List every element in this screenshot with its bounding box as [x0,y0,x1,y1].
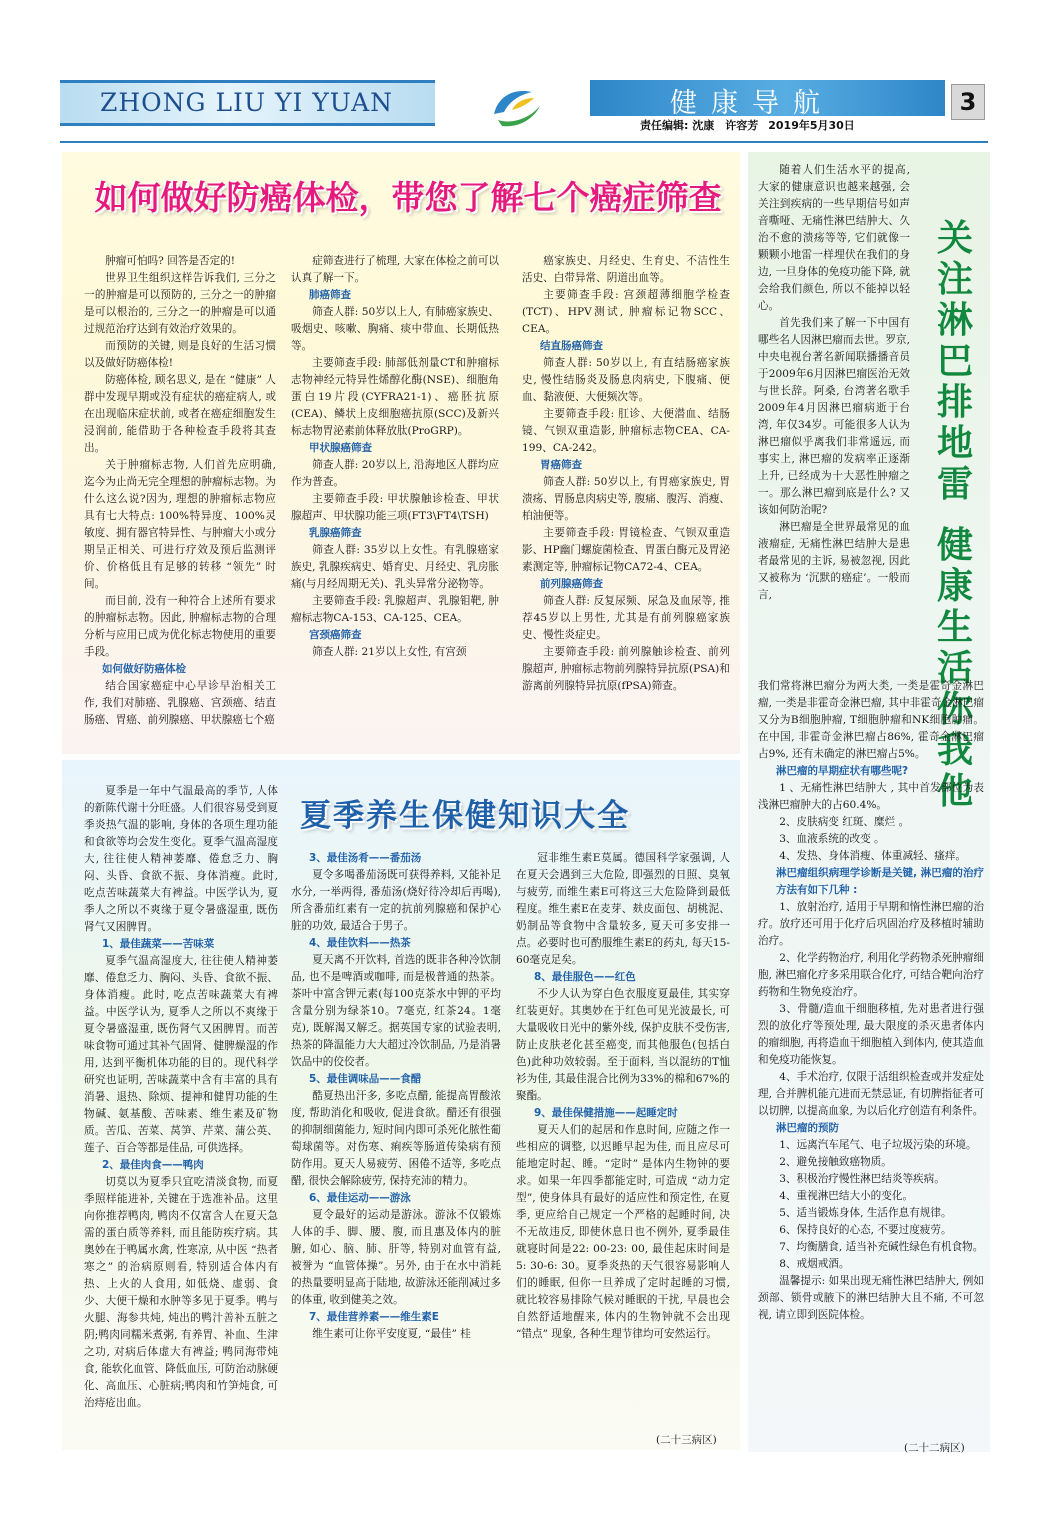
paragraph: 筛查人群: 反复尿频、尿急及血尿等, 推荐45岁以上男性, 尤其是有前列腺癌家族史、慢性炎症史。 [522,595,730,641]
article2-column-3 [516,850,730,1343]
paragraph: 我们常将淋巴瘤分为两大类, 一类是霍奇金淋巴瘤, 一类是非霍奇金淋巴瘤, 其中非霍奇金淋巴瘤又分为B细胞肿瘤, T细胞肿瘤和NK细胞肿瘤。在中国, 非霍奇金淋巴瘤占86%, 霍奇金淋巴瘤占9%, 还有未确定的淋巴瘤占5%。 [758,680,984,760]
paragraph: 3、血液系统的改变 。 [779,833,885,845]
subheading: 淋巴瘤的预防 [776,1122,839,1134]
article2-signature: (二十三病区) [656,1434,717,1446]
paragraph: 温馨提示: 如果出现无痛性淋巴结肿大, 例如颈部、锁骨或腋下的淋巴结肿大且不痛, 不可忽视, 请立即到医院体检。 [758,1275,984,1321]
article3-narrow-column [758,162,910,604]
paragraph: 而预防的关键, 则是良好的生活习惯以及做好防癌体检! [84,340,276,369]
paragraph: 首先我们来了解一下中国有哪些名人因淋巴瘤而去世。罗京,中央电视台著名新闻联播播音员于2009年6月因淋巴瘤医治无效与世长辞。阿桑, 台湾著名歌手2009年4月因淋巴瘤病逝于台湾, 年仅34岁。可能很多人认为淋巴瘤似乎离我们非常遥远, 而事实上, 淋巴瘤的发病率正逐渐上升, 已经成为十大恶性肿瘤之一。那么淋巴瘤到底是什么? 又该如何防治呢? [758,317,910,516]
article1-column-2 [291,253,499,661]
paragraph: 主要筛查手段: 乳腺超声、乳腺钼靶, 肿瘤标志物CA-153、CA-125、CEA。 [291,595,499,624]
paragraph: 关于肿瘤标志物, 人们首先应明确, 迄今为止尚无完全理想的肿瘤标志物。为什么这么说?因为, 理想的肿瘤标志物应具有七大特点: 100%特异度、100%灵敏度、拥有器官特异性、与肿瘤大小或分期呈正相关、可进行疗效及预后监测评价、价格低且有足够的转移 “领先” 时间。 [84,459,276,590]
masthead-band-right [590,80,945,119]
paragraph: 4、重视淋巴结大小的变化。 [779,1190,914,1202]
paragraph: 随着人们生活水平的提高, 大家的健康意识也越来越强, 会关注到疾病的一些早期信号如声音嘶哑、无痛性淋巴结肿大、久治不愈的溃疡等等, 它们就像一颗颗小地雷一样埋伏在我们的身边, 一旦身体的免疫功能下降, 就会给我们颜色, 所以不能掉以轻心。 [758,164,910,312]
paragraph: 夏季气温高湿度大, 往往使人精神萎靡、倦怠乏力、胸闷、头昏、食欲不振、身体消瘦。此时, 吃点苦味蔬菜大有裨益。中医学认为, 夏季人之所以不爽缘于夏令暑盛湿重, 既伤肾气又困脾胃。而苦味食物可通过其补气固肾、健脾燥湿的作用, 达到平衡机体功能的目的。现代科学研究也证明, 苦味蔬菜中含有丰富的具有消暑、退热、除烦、提神和健胃功能的生物碱、氨基酸、苦味素、维生素及矿物质。苦瓜、苦菜、莴笋、芹菜、蒲公英、莲子、百合等都是佳品, 可供选择。 [84,955,278,1154]
paragraph: 主要筛查手段: 肛诊、大便潜血、结肠镜、气钡双重造影, 肿瘤标志物CEA、CA-199、CA-242。 [522,408,730,454]
article3-title-line2: 健康生活你我他 [936,525,973,812]
paragraph: 筛查人群: 50岁以上, 有胃癌家族史, 胃溃疡、胃肠息肉病史等, 腹痛、腹泻、消瘦、柏油便等。 [522,476,731,522]
paragraph: 症筛查进行了梳理, 大家在体检之前可以认真了解一下。 [291,255,500,284]
subheading: 淋巴瘤组织病理学诊断是关键, 淋巴瘤的治疗方法有如下几种 : [776,867,984,896]
article3-title-line1: 关注淋巴排地雷 [936,218,973,505]
subheading: 肺癌筛查 [309,289,351,301]
paragraph: 夏季是一年中气温最高的季节, 人体的新陈代谢十分旺盛。人们很容易受到夏季炎热气温的影响, 身体的各项生理功能和食欲等均会发生变化。夏季气温高湿度大, 往往使人精神萎靡、倦怠乏力、胸闷、头昏、食欲不振、身体消瘦。此时, 吃点苦味蔬菜大有裨益。中医学认为, 夏季人之所以不爽缘于夏令暑盛湿重, 既伤肾气又困脾胃。 [84,785,278,933]
paragraph: 筛查人群: 21岁以上女性, 有宫颈 [312,646,467,658]
paragraph: 夏令多喝番茄汤既可获得养料, 又能补足水分, 一举两得, 番茄汤(烧好待冷却后再喝), 所含番茄红素有一定的抗前列腺癌和保护心脏的功效, 最适合于男子。 [291,869,501,932]
subheading: 8、最佳服色——红色 [534,971,636,983]
paragraph: 酷夏热出汗多, 多吃点醋, 能提高胃酸浓度, 帮助消化和吸收, 促进食欲。醋还有很强的抑制细菌能力, 短时间内即可杀死化脓性葡萄球菌等。对伤寒、痢疾等肠道传染病有预防作用。夏天人易疲劳、困倦不适等, 多吃点醋, 很快会解除疲劳, 保持充沛的精力。 [291,1090,501,1187]
issue-date: 2019年5月30日 [768,119,855,132]
paragraph: 6、保持良好的心态, 不要过度疲劳。 [779,1224,952,1236]
paragraph: 癌家族史、月经史、生育史、不洁性生活史、白带异常、阴道出血等。 [522,255,730,284]
paragraph: 2、化学药物治疗, 利用化学药物杀死肿瘤细胞, 淋巴瘤化疗多采用联合化疗, 可结合靶向治疗药物和生物免疫治疗。 [758,952,984,998]
paragraph: 4、手术治疗, 仅限于活组织检查或并发症处理, 合并脾机能亢进而无禁忌证, 有切脾指征者可以切脾, 以提高血象, 为以后化疗创造有利条件。 [758,1071,984,1117]
header-rule [60,141,988,143]
paragraph: 筛查人群: 50岁以上, 有直结肠癌家族史, 慢性结肠炎及肠息肉病史, 下腹痛、便血、黏液便、大便频次等。 [522,357,730,403]
paragraph: 冠非维生素E莫属。德国科学家强调, 人在夏天会遇到三大危险, 即强烈的日照、臭氧与疲劳, 而维生素E可将这三大危险降到最低程度。维生素E在麦芽、麸皮面包、胡桃泥、奶制品等食物中含量较多, 夏天可多安排一点。必要时也可酌服维生素E的药丸, 每天15-60毫克足矣。 [516,852,730,966]
subheading: 宫颈癌筛查 [309,629,362,641]
subheading: 甲状腺癌筛查 [309,442,372,454]
article1-column-1 [84,253,276,729]
subheading: 5、最佳调味品——食醋 [309,1073,422,1085]
paragraph: 防癌体检, 顾名思义, 是在 “健康” 人群中发现早期或没有症状的癌症病人, 或在出现临床症状前, 或者在癌症细胞发生浸润前, 能借助于各种检查手段将其查出。 [84,374,276,454]
subheading: 1、最佳蔬菜——苦味菜 [102,938,215,950]
paragraph: 主要筛查手段: 肺部低剂量CT和肿瘤标志物神经元特异性烯醇化酶(NSE)、细胞角蛋白19片段(CYFRA21-1)、癌胚抗原(CEA)、鳞状上皮细胞癌抗原(SCC)及新兴标志物胃泌素前体释放肽(ProGRP)。 [291,357,499,437]
paragraph: 夏天离不开饮料, 首选的既非各种冷饮制品, 也不是啤酒或咖啡, 而是极普通的热茶。茶叶中富含钾元素(每100克茶水中钾的平均含量分别为绿茶10。7毫克, 红茶24。1毫克), 既解渴又解乏。据英国专家的试验表明, 热茶的降温能力大大超过冷饮制品, 乃是消暑饮品中的佼佼者。 [291,954,501,1068]
subheading: 2、最佳肉食——鸭肉 [102,1159,204,1171]
subheading: 胃癌筛查 [540,459,582,471]
article3-signature: (二十二病区) [904,1442,965,1454]
paragraph: 主要筛查手段: 前列腺触诊检查、前列腺超声, 肿瘤标志物前列腺特异抗原(PSA)和游离前列腺特异抗原(fPSA)筛查。 [522,646,730,692]
subheading: 4、最佳饮料——热茶 [309,937,411,949]
paragraph: 肿瘤可怕吗? 回答是否定的! [105,255,236,267]
subheading: 如何做好防癌体检 [102,663,186,675]
hospital-logo-icon [488,84,546,130]
paragraph: 1、远离汽车尾气、电子垃圾污染的环境。 [779,1139,977,1151]
editor-line [640,117,865,133]
paragraph: 切莫以为夏季只宜吃清淡食物, 而夏季照样能进补, 关键在于选准补品。这里向你推荐鸭肉, 鸭肉不仅富含人在夏天急需的蛋白质等养料, 而且能防疾疗病。其奥妙在于鸭属水禽, 性寒凉, 从中医 “热者寒之” 的治病原则看, 特别适合体内有热、上火的人食用, 如低烧、虚弱、食少、大便干燥和水肿等多见于夏季。鸭与火腿、海参共炖, 炖出的鸭汁善补五脏之阴;鸭肉同糯米煮粥, 有养胃、补血、生津之功, 对病后体虚大有裨益; 鸭同海带炖食, 能软化血管、降低血压, 可防治动脉硬化、高血压、心脏病;鸭肉和竹笋炖食, 可治痔疮出血。 [84,1176,278,1409]
paragraph: 结合国家癌症中心早诊早治相关工作, 我们对肺癌、乳腺癌、宫颈癌、结直肠癌、胃癌、前列腺癌、甲状腺癌七个癌 [84,680,276,726]
subheading: 结直肠癌筛查 [540,340,603,352]
article2-column-1 [84,783,278,1412]
editors: 责任编辑: 沈康 许容芳 [640,119,759,132]
paragraph: 3、积极治疗慢性淋巴结炎等疾病。 [779,1173,945,1185]
paragraph: 筛查人群: 35岁以上女性。有乳腺癌家族史, 乳腺疾病史、婚育史、月经史、乳房胀痛(与月经周期无关)、乳头异常分泌物等。 [291,544,500,590]
paragraph: 世界卫生组织这样告诉我们, 三分之一的肿瘤是可以预防的, 三分之一的肿瘤是可以根治的, 三分之一的肿瘤是可以通过规范治疗达到有效治疗效果的。 [84,272,276,335]
article2-title: 夏季养生保健知识大全 [300,798,630,834]
paragraph: 不少人认为穿白色衣服度夏最佳, 其实穿红装更好。其奥妙在于红色可见光波最长, 可大量吸收日光中的紫外线, 保护皮肤不受伤害, 防止皮肤老化甚至癌变, 而其他服色(包括白色)此种功效较弱。至于面料, 当以混纺的T恤衫为佳, 其最佳混合比例为33%的棉和67%的聚酯。 [516,988,730,1102]
paragraph: 筛查人群: 50岁以上人, 有肺癌家族史、吸烟史、咳嗽、胸痛、痰中带血、长期低热等。 [291,306,499,352]
page-number: 3 [951,84,985,120]
subheading: 9、最佳保健措施——起睡定时 [534,1107,678,1119]
paragraph: 4、发热、身体消瘦、体重减轻、瘙痒。 [779,850,967,862]
subheading: 7、最佳营养素——维生素E [309,1311,439,1323]
article1-title: 如何做好防癌体检，带您了解七个癌症筛查 [94,178,722,217]
subheading: 6、最佳运动——游泳 [309,1192,411,1204]
paragraph: 而目前, 没有一种符合上述所有要求的肿瘤标志物。因此, 肿瘤标志物的合理分析与应用已成为优化标志物使用的重要手段。 [84,595,276,658]
paragraph: 1 、无痛性淋巴结肿大 , 其中首发部位为表浅淋巴瘤肿大的占60.4%。 [758,782,984,811]
paragraph: 5、适当锻炼身体, 生活作息有规律。 [779,1207,952,1219]
paragraph: 淋巴瘤是全世界最常见的血液瘤症, 无痛性淋巴结肿大是患者最常见的主诉, 易被忽视, 因此又被称为 ‘沉默的癌症’。一般而言, [758,521,910,601]
paragraph: 主要筛查手段: 宫颈超薄细胞学检查(TCT)、HPV测试, 肿瘤标记物SCC、CEA。 [522,289,730,335]
paragraph: 主要筛查手段: 胃镜检查、气钡双重造影、HP幽门螺旋菌检查、胃蛋白酶元及胃泌素测定等, 肿瘤标记物CA72-4、CEA。 [522,527,730,573]
subheading: 淋巴瘤的早期症状有哪些呢? [776,765,909,777]
paragraph: 夏天人们的起居和作息时间, 应随之作一些相应的调整, 以迟睡早起为佳, 而且应尽可能地定时起、睡。“定时” 是体内生物钟的要求。如果一年四季都能定时, 可造成 “动力定型”, 使身体具有最好的适应性和预定性, 在夏季, 更应给自己规定一个严格的起睡时间, 决不无故违反, 即使休息日也不例外, 夏季最佳就寝时间是22: 00-23: 00, 最佳起床时间是5: 30-6: 30。夏季炎热的天气很容易影响人们的睡眠, 但你一旦养成了定时起睡的习惯, 就比较容易排除气候对睡眠的干扰, 早晨也会自然舒适地醒来, 体内的生物钟就不会出现 “错点” 现象, 各种生理节律均可安然运行。 [516,1124,730,1340]
article2-column-2 [291,850,501,1343]
paragraph: 维生素可让你平安度夏, “最佳” 桂 [312,1328,471,1340]
paragraph: 筛查人群: 20岁以上, 沿海地区人群均应作为普查。 [291,459,499,488]
paragraph: 夏令最好的运动是游泳。游泳不仅锻炼人体的手、脚、腰、腹, 而且惠及体内的脏腑, 如心、脑、肺、肝等, 特别对血管有益, 被誉为 “血管体操”。另外, 由于在水中消耗的热量要明显高于陆地, 故游泳还能削减过多的体重, 收到健美之效。 [291,1209,501,1306]
paragraph: 2、避免接触致癌物质。 [779,1156,892,1168]
paragraph: 2、皮肤病变 红斑、糜烂 。 [779,816,910,828]
paragraph: 1、放射治疗, 适用于早期和惰性淋巴瘤的治疗。放疗还可用于化疗后巩固治疗及移植时辅助治疗。 [758,901,984,947]
subheading: 前列腺癌筛查 [540,578,603,590]
section-title: 健康导航 [670,88,834,119]
paragraph: 3、骨髓/造血干细胞移植, 先对患者进行强烈的放化疗等预处理, 最大限度的杀灭患者体内的瘤细胞, 再将造血干细胞植入到体内, 使其造血和免疫功能恢复。 [758,1003,984,1066]
paragraph: 8、戒烟戒酒。 [779,1258,850,1270]
article1-column-3 [522,253,730,695]
paragraph: 7、均衡膳食, 适当补充碱性绿色有机食物。 [779,1241,984,1253]
masthead-band-left [60,80,435,126]
subheading: 乳腺癌筛查 [309,527,362,539]
subheading: 3、最佳汤肴——番茄汤 [309,852,422,864]
article3-wide-column [758,678,984,1324]
paragraph: 主要筛查手段: 甲状腺触诊检查、甲状腺超声、甲状腺功能三项(FT3\FT4\TSH) [291,493,499,522]
masthead-english: ZHONG LIU YI YUAN [100,88,394,117]
